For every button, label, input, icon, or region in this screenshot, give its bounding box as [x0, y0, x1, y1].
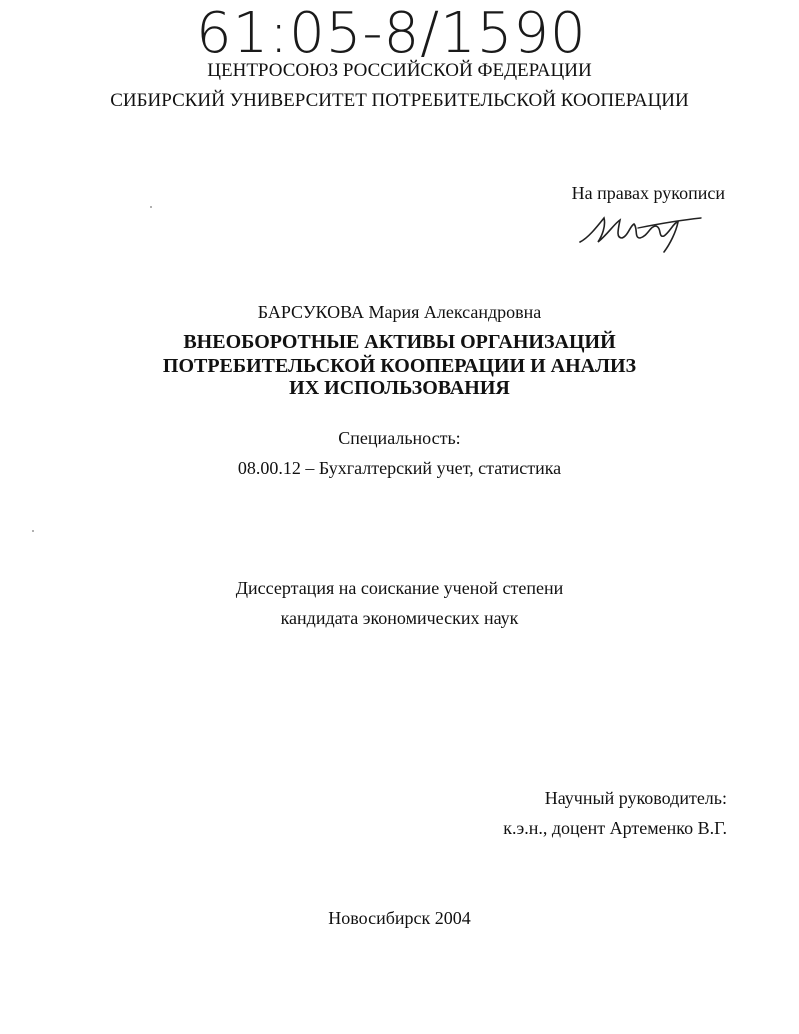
rights-label: На правах рукописи	[571, 183, 725, 203]
degree-line-2: кандидата экономических наук	[280, 608, 519, 628]
handwritten-archive-code: 61:05-8/1590	[196, 1, 587, 66]
advisor-name: к.э.н., доцент Артеменко В.Г.	[503, 818, 727, 838]
author-name: БАРСУКОВА Мария Александровна	[257, 302, 542, 322]
degree-line-1: Диссертация на соискание ученой степени	[235, 578, 564, 598]
scan-speck	[32, 530, 34, 532]
specialty-label: Специальность:	[338, 428, 461, 448]
title-line-3: ИХ ИСПОЛЬЗОВАНИЯ	[289, 377, 510, 399]
signature-icon	[578, 208, 703, 254]
specialty-value: 08.00.12 – Бухгалтерский учет, статистика	[237, 458, 562, 478]
org-line-1: ЦЕНТРОСОЮЗ РОССИЙСКОЙ ФЕДЕРАЦИИ	[207, 60, 592, 81]
handwritten-signature	[578, 208, 703, 259]
title-line-1: ВНЕОБОРОТНЫЕ АКТИВЫ ОРГАНИЗАЦИЙ	[183, 331, 616, 353]
city-year: Новосибирск 2004	[328, 908, 471, 928]
scan-speck	[150, 206, 152, 208]
advisor-label: Научный руководитель:	[544, 788, 727, 808]
org-line-2: СИБИРСКИЙ УНИВЕРСИТЕТ ПОТРЕБИТЕЛЬСКОЙ КООПЕРАЦИИ	[110, 90, 689, 111]
title-line-2: ПОТРЕБИТЕЛЬСКОЙ КООПЕРАЦИИ И АНАЛИЗ	[162, 355, 637, 377]
